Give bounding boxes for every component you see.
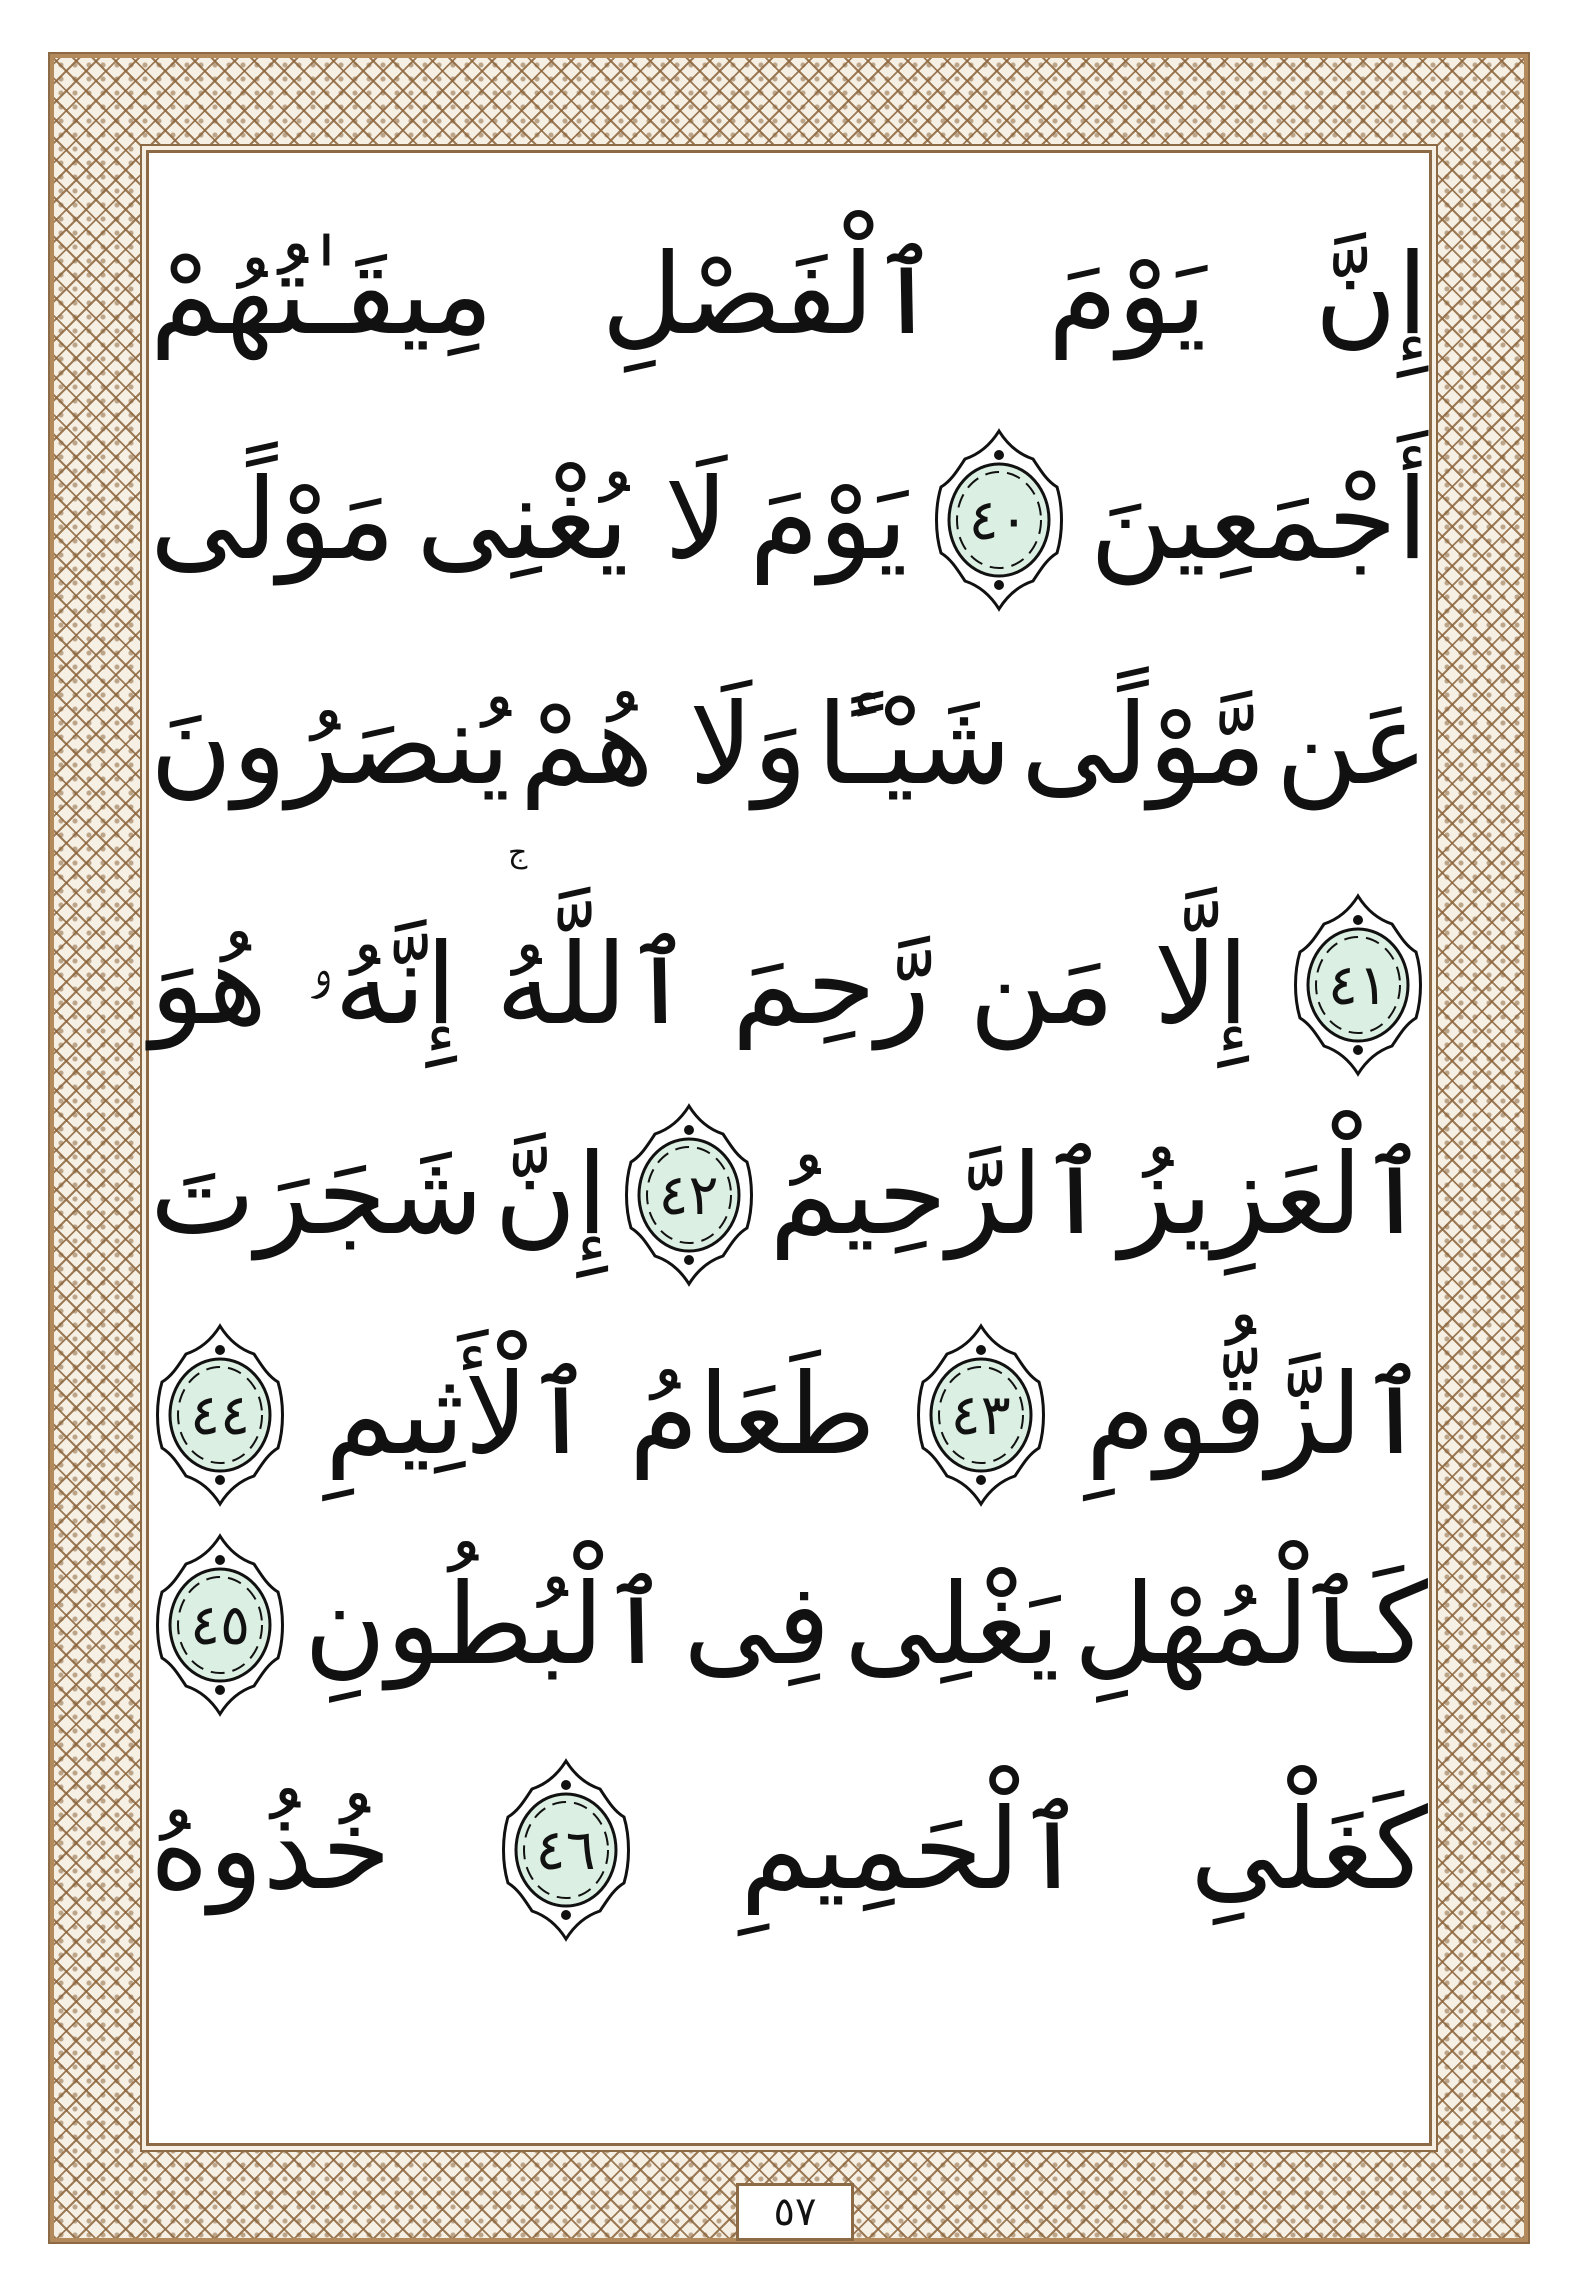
verse-word: ٱلزَّقُّومِ: [1085, 1350, 1428, 1480]
verse-word: مَّوْلًى: [1020, 680, 1267, 810]
text-line: [150, 1090, 1428, 1300]
verse-word: مَوْلًى: [150, 455, 396, 585]
quran-text-area: [150, 190, 1428, 2050]
ayah-number: ٤٣: [950, 1382, 1011, 1448]
ayah-number-marker: [929, 425, 1069, 615]
verse-word: يَغْلِى: [844, 1560, 1060, 1690]
verse-word: إِنَّ: [494, 1130, 608, 1260]
ayah-number-marker: [911, 1320, 1051, 1510]
ayah-number: ٤٦: [535, 1817, 596, 1883]
verse-word: ٱللَّهُ: [495, 920, 693, 1050]
verse-word: إِلَّا: [1153, 920, 1249, 1050]
verse-word: يَوْمَ: [749, 455, 908, 585]
text-line: [150, 415, 1428, 625]
verse-word: يَوْمَ: [1048, 230, 1207, 360]
text-line: [150, 880, 1428, 1090]
verse-word: أَجْمَعِينَ: [1089, 455, 1428, 585]
text-line: [150, 1745, 1428, 1955]
verse-word: هُوَ: [150, 920, 267, 1050]
verse-word: رَّحِمَ: [732, 920, 930, 1050]
text-line: [150, 1520, 1428, 1730]
text-line: [150, 1310, 1428, 1520]
ayah-number: ٤٥: [189, 1592, 251, 1658]
verse-word: إِنَّ: [1314, 230, 1428, 360]
text-line: [150, 190, 1428, 400]
page-number-box: [736, 2183, 854, 2241]
verse-word: ٱلْحَمِيمِ: [740, 1785, 1086, 1915]
ayah-number-marker: [1288, 890, 1428, 1080]
verse-word: مَن: [969, 920, 1115, 1050]
verse-word: كَٱلْمُهْلِ: [1073, 1560, 1428, 1690]
ayah-number: ٤٤: [189, 1382, 251, 1448]
verse-word: طَعَامُ: [629, 1350, 876, 1480]
verse-word: يُنصَرُونَ: [150, 680, 511, 810]
verse-word: لَا يُغْنِى: [416, 455, 729, 585]
verse-word: شَجَرَتَ: [150, 1130, 484, 1260]
verse-word: مِيقَـٰتُهُمْ: [150, 230, 494, 360]
ayah-number-marker: [150, 1320, 290, 1510]
verse-word: وَلَا هُمْ: [519, 680, 808, 810]
verse-word: ٱلْعَزِيزُ: [1119, 1130, 1428, 1260]
verse-word: خُذُوهُ: [150, 1785, 391, 1915]
waqf-mark: ج: [508, 835, 528, 870]
verse-word: عَن: [1275, 680, 1428, 810]
ayah-number-marker: [150, 1530, 290, 1720]
verse-word: ٱلْأَثِيمِ: [325, 1350, 595, 1480]
ayah-number-marker: [619, 1100, 759, 1290]
ayah-number: ٤٢: [658, 1162, 719, 1228]
text-line: [150, 640, 1428, 850]
verse-word: ٱلْفَصْلِ: [601, 230, 940, 360]
ayah-number: ٤١: [1327, 952, 1389, 1018]
page-number: ٥٧: [773, 2189, 817, 2235]
verse-word: فِى: [683, 1560, 831, 1690]
ayah-number-marker: [496, 1755, 636, 1945]
verse-word: إِنَّهُۥ: [306, 920, 457, 1050]
verse-word: كَغَلْىِ: [1190, 1785, 1428, 1915]
verse-word: شَيْـًٔا: [816, 680, 1012, 810]
verse-word: ٱلْبُطُونِ: [303, 1560, 670, 1690]
ayah-number: ٤٠: [968, 487, 1029, 553]
verse-word: ٱلرَّحِيمُ: [769, 1130, 1109, 1260]
